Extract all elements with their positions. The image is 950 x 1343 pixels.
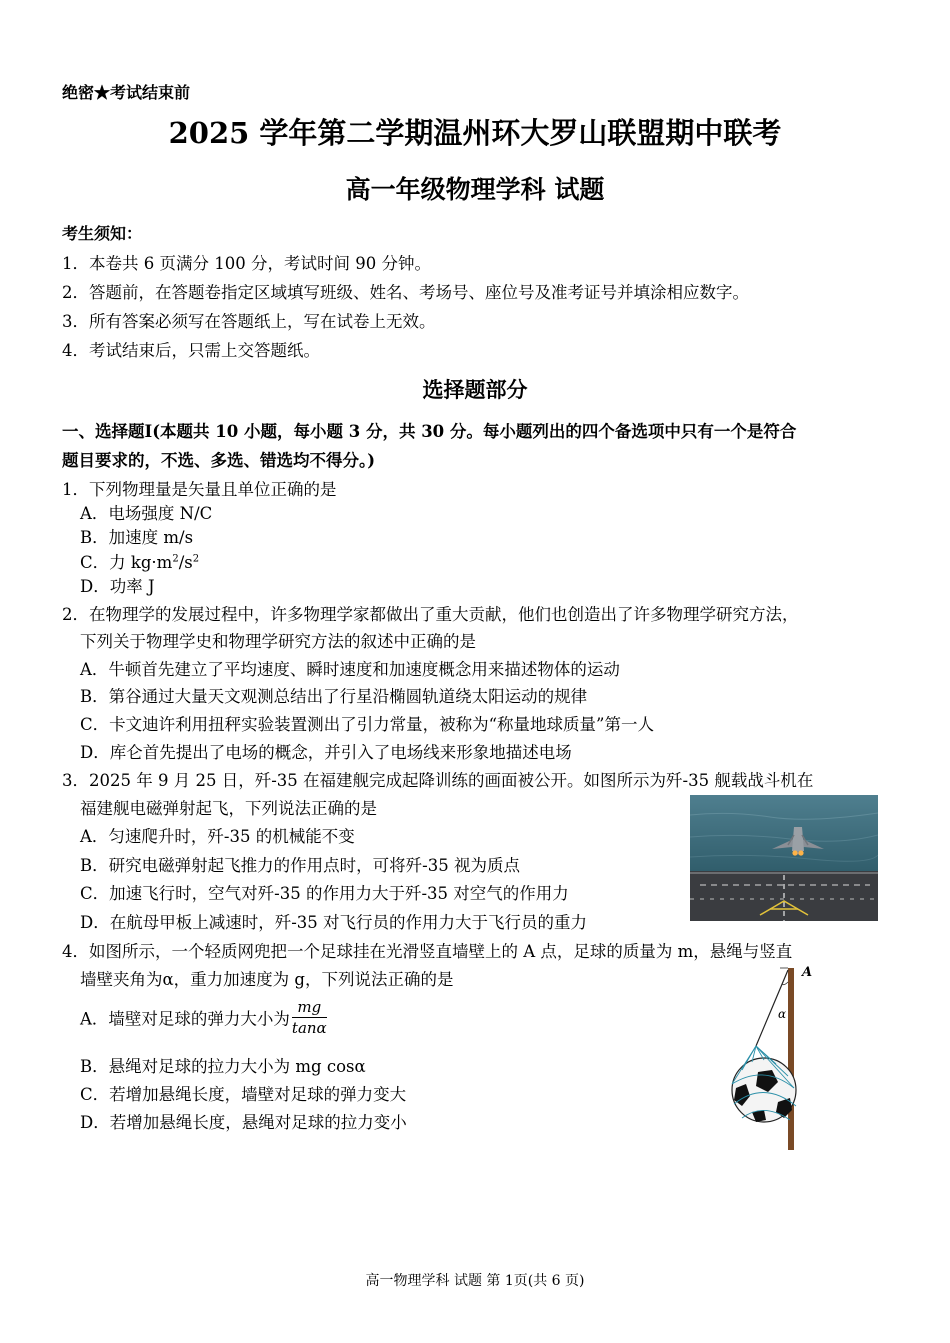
q1-option-c bbox=[80, 549, 199, 573]
notice-item-4: 4．考试结束后，只需上交答题纸。 bbox=[62, 341, 320, 360]
q2-option-a: A．牛顿首先建立了平均速度、瞬时速度和加速度概念用来描述物体的运动 bbox=[80, 660, 620, 679]
confidential-label: 绝密★考试结束前 bbox=[62, 83, 191, 102]
fig-label-a: A bbox=[802, 965, 813, 980]
exam-subtitle: 高一年级物理学科 试题 bbox=[345, 175, 605, 204]
q3-option-d: D．在航母甲板上减速时，歼-35 对飞行员的作用力大于飞行员的重力 bbox=[80, 913, 588, 932]
section-instruction-line2: 题目要求的，不选、多选、错选均不得分。) bbox=[62, 451, 376, 470]
q2-stem-line2: 下列关于物理学史和物理学研究方法的叙述中正确的是 bbox=[80, 632, 476, 651]
q3-option-c: C．加速飞行时，空气对歼-35 的作用力大于歼-35 对空气的作用力 bbox=[80, 884, 569, 903]
fraction-numerator: mg bbox=[292, 997, 327, 1018]
q4-option-d: D．若增加悬绳长度，悬绳对足球的拉力变小 bbox=[80, 1113, 407, 1132]
page-footer: 高一物理学科 试题 第 1页(共 6 页) bbox=[365, 1273, 585, 1289]
q3-option-b: B．研究电磁弹射起飞推力的作用点时，可将歼-35 视为质点 bbox=[80, 856, 520, 875]
q4-option-c: C．若增加悬绳长度，墙壁对足球的弹力变大 bbox=[80, 1085, 407, 1104]
fraction-denominator: tanα bbox=[291, 1019, 327, 1037]
section-instruction-line1: 一、选择题Ⅰ(本题共 10 小题，每小题 3 分，共 30 分。每小题列出的四个备选项中只有一个是符合 bbox=[62, 422, 797, 441]
notice-item-1: 1．本卷共 6 页满分 100 分，考试时间 90 分钟。 bbox=[62, 254, 431, 273]
fraction bbox=[292, 997, 327, 1038]
exam-title: 2025 学年第二学期温州环大罗山联盟期中联考 bbox=[168, 116, 782, 150]
notice-item-3: 3．所有答案必须写在答题纸上，写在试卷上无效。 bbox=[62, 312, 436, 331]
q2-stem-line1: 2．在物理学的发展过程中，许多物理学家都做出了重大贡献，他们也创造出了许多物理学研究方法， bbox=[62, 605, 799, 624]
q2-option-b: B．第谷通过大量天文观测总结出了行星沿椭圆轨道绕太阳运动的规律 bbox=[80, 687, 588, 706]
football-net-figure bbox=[718, 960, 818, 1150]
q3-stem-line1: 3．2025 年 9 月 25 日，歼-35 在福建舰完成起降训练的画面被公开。如图所示为歼-35 舰载战斗机在 bbox=[62, 771, 814, 790]
q4-option-a bbox=[80, 997, 327, 1038]
q1-option-c-exp1: 2 bbox=[172, 553, 179, 565]
notice-item-2: 2．答题前，在答题卷指定区域填写班级、姓名、考场号、座位号及准考证号并填涂相应数字。 bbox=[62, 283, 749, 302]
q3-stem-line2: 福建舰电磁弹射起飞，下列说法正确的是 bbox=[80, 799, 377, 818]
fig-label-alpha: α bbox=[778, 1007, 787, 1021]
q1-stem: 1．下列物理量是矢量且单位正确的是 bbox=[62, 480, 337, 499]
q1-option-c-mid: /s bbox=[178, 553, 193, 572]
section-title: 选择题部分 bbox=[422, 377, 528, 402]
q4-option-b: B．悬绳对足球的拉力大小为 mg cosα bbox=[80, 1057, 366, 1076]
q1-option-b: B．加速度 m/s bbox=[80, 528, 194, 547]
q2-option-c: C．卡文迪许利用扭秤实验装置测出了引力常量，被称为“称量地球质量”第一人 bbox=[80, 715, 654, 734]
q1-option-d: D．功率 J bbox=[80, 577, 155, 596]
q1-option-c-prefix: C．力 kg·m bbox=[80, 553, 173, 572]
q2-option-d: D．库仑首先提出了电场的概念，并引入了电场线来形象地描述电场 bbox=[80, 743, 572, 762]
q3-option-a: A．匀速爬升时，歼-35 的机械能不变 bbox=[80, 827, 355, 846]
carrier-jet-photo bbox=[690, 795, 878, 921]
q1-option-c-exp2: 2 bbox=[192, 553, 200, 565]
football-icon bbox=[732, 1058, 796, 1122]
q4-stem-line1: 4．如图所示，一个轻质网兜把一个足球挂在光滑竖直墙壁上的 A 点，足球的质量为 m，悬绳与竖直 bbox=[62, 942, 793, 961]
q4-option-a-prefix: A．墙壁对足球的弹力大小为 bbox=[80, 1009, 290, 1029]
q1-option-a: A．电场强度 N/C bbox=[80, 504, 213, 523]
notice-title: 考生须知： bbox=[62, 224, 143, 243]
q4-stem-line2: 墙壁夹角为α，重力加速度为 g，下列说法正确的是 bbox=[80, 970, 454, 989]
